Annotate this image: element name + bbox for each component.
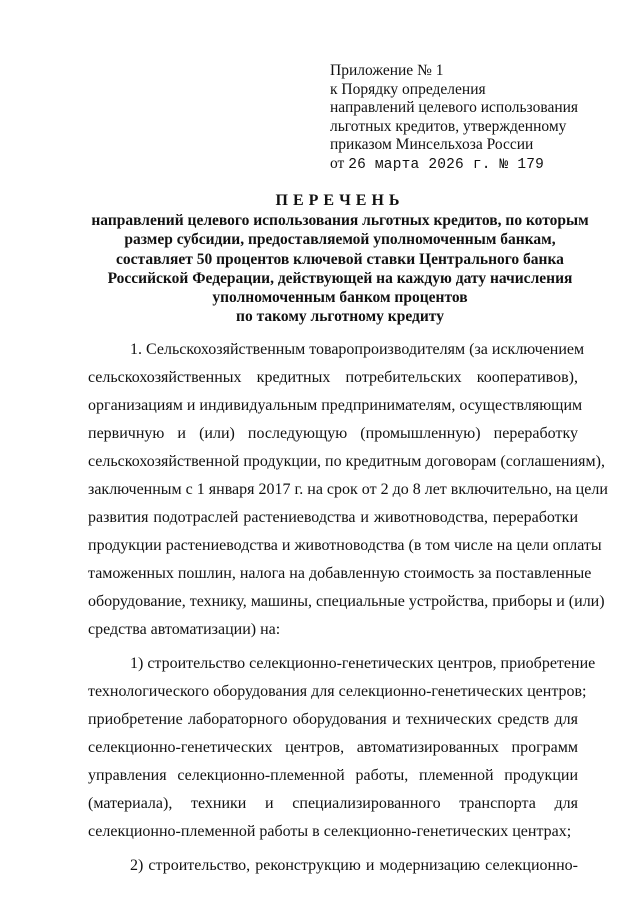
paragraph-3 <box>88 852 578 880</box>
text-line: средства автоматизации) на: <box>88 621 281 638</box>
title-line: составляет 50 процентов ключевой ставки Центрального банка <box>116 250 564 268</box>
text-line: организациям и индивидуальным предпринимателям, осуществляющим <box>88 397 583 414</box>
annex-line: направлений целевого использования <box>330 99 579 117</box>
annex-date-prefix: от <box>330 154 345 172</box>
text-line: продукции растениеводства и животноводства (в том числе на цели оплаты <box>88 537 602 554</box>
text-line: сельскохозяйственной продукции, по кредитным договорам (соглашениям), <box>88 453 605 470</box>
text-line: (материала), техники и специализированного транспорта для <box>88 795 578 812</box>
text-line: 2) строительство, реконструкцию и модернизацию селекционно- <box>130 857 578 874</box>
title-line: размер субсидии, предоставляемой уполномоченным банкам, <box>124 231 556 249</box>
text-line: селекционно-генетических центров, автоматизированных программ <box>88 739 578 756</box>
document-title <box>60 191 620 326</box>
annex-line: к Порядку определения <box>330 80 486 98</box>
text-line: приобретение лабораторного оборудования и технических средств для <box>88 711 578 728</box>
text-line: развития подотраслей растениеводства и животноводства, переработки <box>88 509 578 526</box>
title-line: уполномоченным банком процентов <box>212 289 468 307</box>
text-line: технологического оборудования для селекционно-генетических центров; <box>88 683 587 700</box>
title-line: по такому льготному кредиту <box>236 308 444 326</box>
title-heading: ПЕРЕЧЕНЬ <box>275 192 405 209</box>
text-line: управления селекционно-племенной работы, племенной продукции <box>88 767 578 784</box>
paragraph-2 <box>88 650 596 846</box>
paragraph-1 <box>88 336 608 644</box>
title-line: Российской Федерации, действующей на каждую дату начисления <box>107 269 573 287</box>
text-line: 1. Сельскохозяйственным товаропроизводителям (за исключением <box>130 341 585 358</box>
annex-line: приказом Минсельхоза России <box>330 136 534 154</box>
document-body <box>88 336 608 880</box>
annex-header <box>330 62 630 175</box>
annex-number: Приложение № 1 <box>330 62 444 79</box>
annex-line: льготных кредитов, утвержденному <box>330 117 567 135</box>
text-line: оборудование, технику, машины, специальные устройства, приборы и (или) <box>88 593 605 610</box>
text-line: сельскохозяйственных кредитных потребительских кооперативов), <box>88 369 578 386</box>
text-line: первичную и (или) последующую (промышленную) переработку <box>88 425 578 442</box>
text-line: 1) строительство селекционно-генетических центров, приобретение <box>130 655 596 672</box>
annex-date-value: 26 марта 2026 г. № 179 <box>348 156 545 173</box>
annex-order-date <box>330 155 630 175</box>
text-line: таможенных пошлин, налога на добавленную стоимость за поставленные <box>88 565 592 582</box>
title-line: направлений целевого использования льготных кредитов, по которым <box>91 212 589 230</box>
text-line: селекционно-племенной работы в селекционно-генетических центрах; <box>88 823 572 840</box>
text-line: заключенным с 1 января 2017 г. на срок от 2 до 8 лет включительно, на цели <box>88 481 608 498</box>
